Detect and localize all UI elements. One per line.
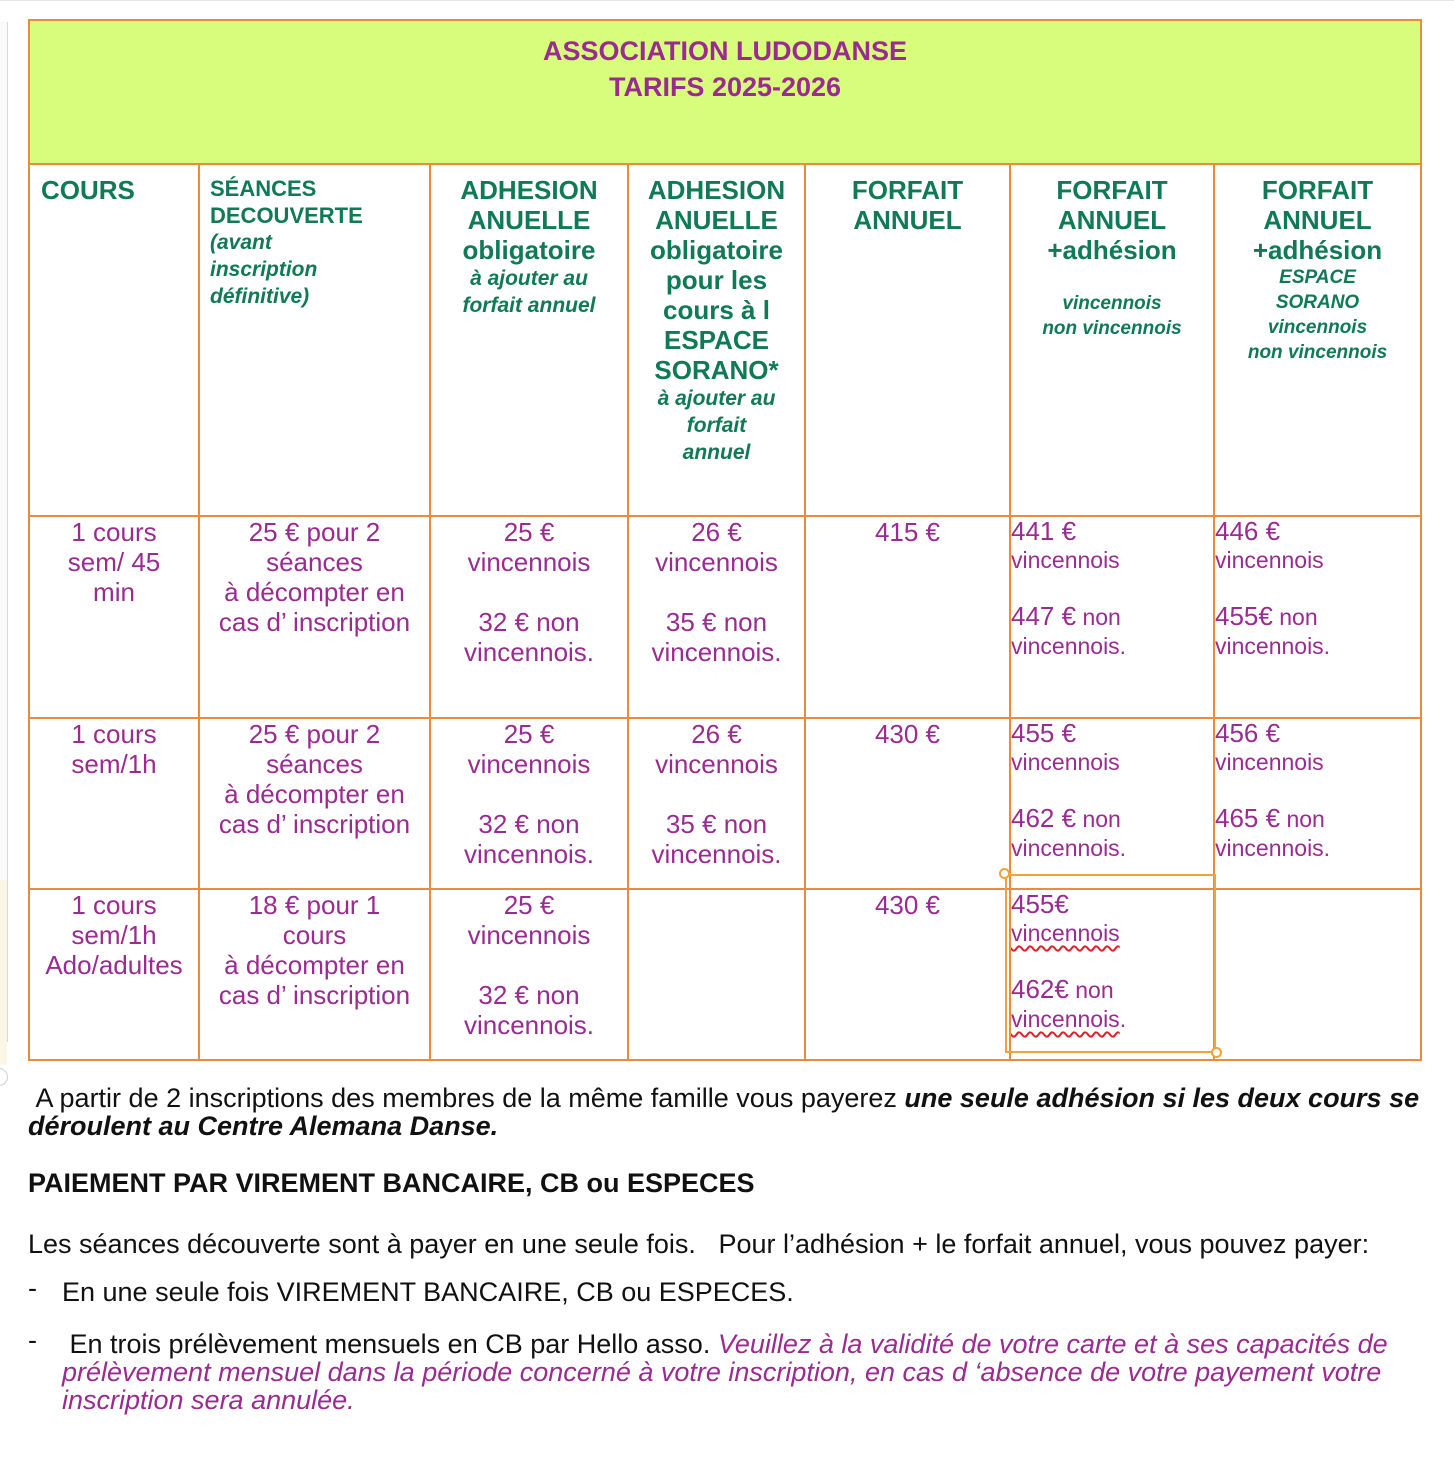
table-row	[29, 889, 1421, 1060]
cell-forfait: 415 €	[805, 516, 1010, 718]
cell-cours: 1 cours sem/ 45 min	[29, 516, 199, 718]
left-edge-circle	[0, 1068, 8, 1086]
header-seances: SÉANCES DECOUVERTE (avant inscription définitive)	[199, 164, 430, 516]
tarifs-table	[28, 19, 1422, 1061]
payment-option-2: - En trois prélèvement mensuels en CB par Hello asso. Veuillez à la validité de votre carte et à ses capacités de prélèvement mensuel dans la période concerné à votre inscription, en cas d ‘absence de votre payement votre inscription sera annulée.	[28, 1325, 1388, 1415]
cell-forfait-adhesion-sorano: 456 € vincennois 465 € non vincennois.	[1214, 718, 1421, 889]
table-row	[29, 718, 1421, 889]
header-cours: COURS	[29, 164, 199, 516]
cell-seances: 25 € pour 2 séances à décompter en cas d’ inscription	[199, 718, 430, 889]
cell-adhesion-sorano: 26 € vincennois 35 € non vincennois.	[628, 516, 805, 718]
cell-adhesion: 25 € vincennois 32 € non vincennois.	[430, 516, 628, 718]
family-note: A partir de 2 inscriptions des membres de la même famille vous payerez une seule adhésion si les deux cours se déroulent au Centre Alemana Danse.	[28, 1083, 1420, 1141]
header-forfait-adhesion-sorano: FORFAIT ANNUEL +adhésion ESPACE SORANO vincennois non vincennois	[1214, 164, 1421, 516]
left-edge-tint	[0, 880, 7, 1065]
cell-forfait-adhesion: 455 € vincennois 462 € non vincennois.	[1010, 718, 1214, 889]
cell-adhesion: 25 € vincennois 32 € non vincennois.	[430, 889, 628, 1060]
cell-forfait-adhesion-selected[interactable]: 455€ vincennois 462€ non vincennois.	[1010, 889, 1214, 1060]
selection-handle-top-left[interactable]	[999, 868, 1010, 879]
left-page-edge	[0, 22, 8, 1042]
cell-forfait-adhesion: 441 € vincennois 447 € non vincennois.	[1010, 516, 1214, 718]
cell-forfait-adhesion-sorano-empty	[1214, 889, 1421, 1060]
cell-adhesion-sorano-empty	[628, 889, 805, 1060]
table-row	[29, 516, 1421, 718]
payment-text: Les séances découverte sont à payer en une seule fois. Pour l’adhésion + le forfait annuel, vous pouvez payer:	[28, 1229, 1370, 1259]
cell-forfait: 430 €	[805, 889, 1010, 1060]
tarifs-year: TARIFS 2025-2026	[608, 72, 842, 102]
cell-cours: 1 cours sem/1h	[29, 718, 199, 889]
selection-handle-bottom-right[interactable]	[1211, 1047, 1222, 1058]
cell-forfait-adhesion-sorano: 446 € vincennois 455€ non vincennois.	[1214, 516, 1421, 718]
notes-section	[28, 1084, 1428, 1414]
cell-forfait: 430 €	[805, 718, 1010, 889]
cell-cours: 1 cours sem/1h Ado/adultes	[29, 889, 199, 1060]
payment-title: PAIEMENT PAR VIREMENT BANCAIRE, CB ou ESPECES	[28, 1168, 755, 1198]
cell-adhesion: 25 € vincennois 32 € non vincennois.	[430, 718, 628, 889]
payment-option-1: - En une seule fois VIREMENT BANCAIRE, CB ou ESPECES.	[28, 1273, 794, 1307]
title-banner	[29, 20, 1421, 164]
header-adhesion: ADHESION ANUELLE obligatoire à ajouter au forfait annuel	[430, 164, 628, 516]
association-title: ASSOCIATION LUDODANSE	[543, 36, 908, 66]
top-edge-line	[0, 0, 1454, 5]
header-forfait-adhesion: FORFAIT ANNUEL +adhésion vincennois non vincennois	[1010, 164, 1214, 516]
cell-adhesion-sorano: 26 € vincennois 35 € non vincennois.	[628, 718, 805, 889]
header-forfait: FORFAIT ANNUEL	[805, 164, 1010, 516]
cell-seances: 25 € pour 2 séances à décompter en cas d’ inscription	[199, 516, 430, 718]
header-adhesion-sorano: ADHESION ANUELLE obligatoire pour les cours à l ESPACE SORANO* à ajouter au forfait annuel	[628, 164, 805, 516]
cell-seances: 18 € pour 1 cours à décompter en cas d’ inscription	[199, 889, 430, 1060]
